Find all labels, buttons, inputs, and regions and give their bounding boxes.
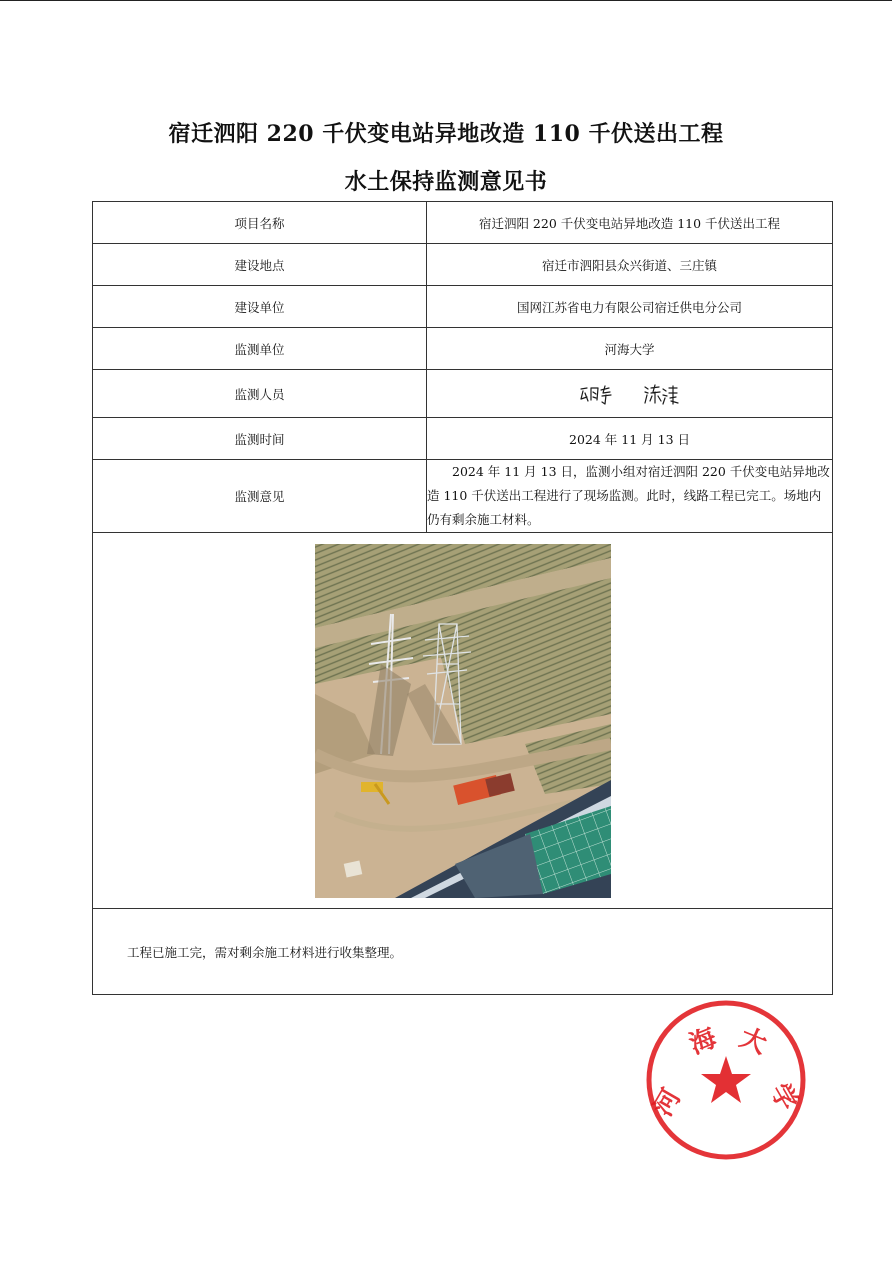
opinion-text: 2024 年 11 月 13 日，监测小组对宿迁泗阳 220 千伏变电站异地改造 110 千伏送出工程进行了现场监测。此时，线路工程已完工。场地内仍有剩余施工材料。 [427,464,830,527]
table-row [93,202,833,244]
top-border-rule [0,0,892,1]
field-value-monitor-date: 2024 年 11 月 13 日 [427,418,833,460]
field-value-monitor-unit: 河海大学 [427,328,833,370]
field-value-opinion [427,460,833,533]
svg-text:海: 海 [685,1022,721,1061]
table-row [93,286,833,328]
document-subtitle: 水土保持监测意见书 [344,169,548,195]
svg-text:河: 河 [648,1083,688,1122]
field-label: 建设地点 [93,244,427,286]
table-row [93,244,833,286]
field-label: 监测时间 [93,418,427,460]
svg-text:学: 学 [763,1078,803,1117]
field-value-project-name: 宿迁泗阳 220 千伏变电站异地改造 110 千伏送出工程 [427,202,833,244]
field-label: 项目名称 [93,202,427,244]
document-title: 宿迁泗阳 220 千伏变电站异地改造 110 千伏送出工程 [168,121,724,147]
table-row [93,370,833,418]
table-row [93,418,833,460]
field-label: 建设单位 [93,286,427,328]
field-value-personnel [427,370,833,418]
photo-cell [93,533,833,909]
svg-text:大: 大 [735,1022,771,1061]
field-label: 监测意见 [93,460,427,533]
handwritten-signatures [575,379,685,409]
site-aerial-photo [315,544,611,898]
field-label: 监测单位 [93,328,427,370]
field-label: 监测人员 [93,370,427,418]
seal-star-icon [701,1056,751,1103]
field-value-builder: 国网江苏省电力有限公司宿迁供电分公司 [427,286,833,328]
summary-cell: 工程已施工完，需对剩余施工材料进行收集整理。 [93,909,833,995]
field-value-location: 宿迁市泗阳县众兴街道、三庄镇 [427,244,833,286]
monitoring-form-table [92,201,833,995]
table-row [93,328,833,370]
table-row [93,533,833,909]
table-row [93,909,833,995]
table-row [93,460,833,533]
official-seal-stamp [644,998,808,1162]
